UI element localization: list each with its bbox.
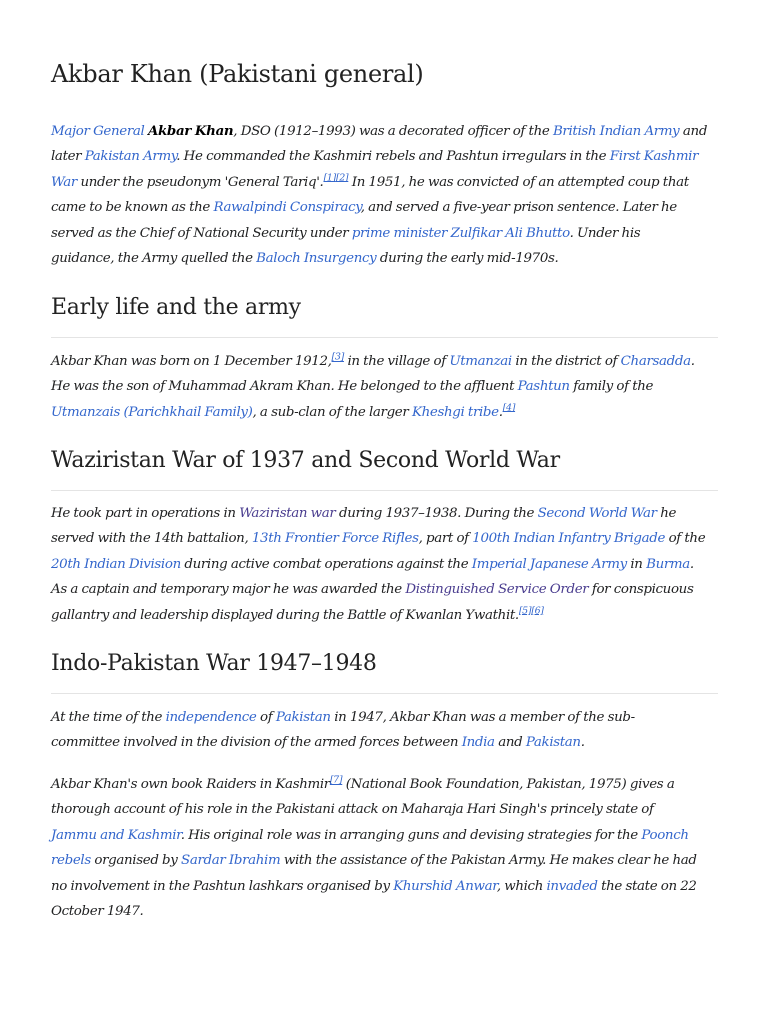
section-heading-early-life: Early life and the army (51, 295, 301, 320)
waz-line-5 (51, 603, 718, 628)
text: of the (665, 531, 706, 547)
waz-line-1 (51, 501, 718, 526)
early-life-paragraph (51, 349, 718, 425)
ip2-line-2 (51, 797, 718, 822)
text: with the assistance of the Pakistan Army. He makes clear he had (280, 853, 697, 869)
link-utmanzai[interactable]: Utmanzai (449, 354, 512, 369)
text: As a captain and temporary major he was awarded the (51, 582, 406, 598)
section-divider (51, 693, 718, 694)
text: for conspicuous (588, 582, 694, 598)
indo-pak-paragraph-2 (51, 772, 718, 924)
section-heading-waziristan: Waziristan War of 1937 and Second World War (51, 448, 560, 473)
waz-line-4 (51, 577, 718, 602)
text: thorough account of his role in the Pakistani attack on Maharaja Hari Singh's princely state of (51, 802, 654, 818)
text: Akbar Khan was born on 1 December 1912, (51, 354, 332, 369)
text: . He commanded the Kashmiri rebels and Pashtun irregulars in the (176, 149, 610, 165)
intro-line-6 (51, 246, 718, 271)
text: . (580, 735, 585, 751)
section-heading-indo-pakistan-war: Indo-Pakistan War 1947–1948 (51, 651, 377, 676)
link-first-kashmir-war[interactable]: First Kashmir (609, 149, 699, 165)
waz-line-2 (51, 526, 718, 551)
link-distinguished-service-order[interactable]: Distinguished Service Order (405, 582, 589, 598)
reference-link[interactable]: [1] (323, 172, 336, 184)
text: served with the 14th battalion, (51, 531, 252, 547)
text: Akbar Khan's own book Raiders in Kashmir (51, 777, 330, 792)
text: and (679, 124, 708, 139)
text: no involvement in the Pashtun lashkars organised by (51, 878, 394, 894)
text: and (494, 735, 526, 751)
text: he (656, 506, 677, 521)
ip2-line-4 (51, 848, 718, 873)
section-divider (51, 337, 718, 338)
ip2-line-3 (51, 823, 718, 848)
link-utmanzais[interactable]: Utmanzais (Parichkhail Family) (51, 404, 253, 420)
text: gallantry and leadership displayed during the Battle of Kwanlan Ywathit. (51, 607, 519, 623)
text: in 1947, Akbar Khan was a member of the sub- (330, 710, 635, 725)
reference-link[interactable]: [2] (335, 172, 349, 184)
text: came to be known as the (51, 200, 214, 216)
early-line-3 (51, 400, 718, 425)
link-charsadda[interactable]: Charsadda (620, 354, 691, 369)
reference-link[interactable]: [3] (331, 351, 344, 363)
text: He was the son of Muhammad Akram Khan. He belonged to the affluent (51, 379, 518, 395)
text: , DSO (1912–1993) was a decorated officer of the (233, 124, 553, 139)
ip1-line-1 (51, 705, 718, 730)
text: served as the Chief of National Security under (51, 225, 352, 241)
link-india[interactable]: India (461, 735, 495, 751)
link-independence[interactable]: independence (165, 710, 257, 725)
ip2-line-5 (51, 874, 718, 899)
link-invaded[interactable]: invaded (546, 878, 598, 894)
text: , a sub-clan of the larger (252, 404, 412, 420)
link-british-indian-army[interactable]: British Indian Army (552, 124, 680, 139)
section-divider (51, 490, 718, 491)
text: , part of (418, 531, 473, 547)
indo-pak-paragraph-1 (51, 705, 718, 756)
early-line-1 (51, 349, 718, 374)
ip2-line-6 (51, 899, 718, 924)
intro-line-3 (51, 170, 718, 195)
text: family of the (569, 379, 654, 395)
text: of (256, 710, 276, 725)
text: committee involved in the division of the armed forces between (51, 735, 462, 751)
text: later (51, 149, 85, 165)
intro-line-4 (51, 195, 718, 220)
text: during 1937–1938. During the (335, 506, 538, 521)
link-baloch-insurgency[interactable]: Baloch Insurgency (256, 251, 377, 267)
text: , and served a five-year prison sentence. Later he (360, 200, 677, 216)
text: At the time of the (51, 710, 166, 725)
link-13th-frontier-force-rifles[interactable]: 13th Frontier Force Rifles (251, 531, 419, 547)
link-first-kashmir-war[interactable]: War (51, 174, 77, 190)
reference-link[interactable]: [5] (518, 605, 532, 617)
text: In 1951, he was convicted of an attempted coup that (348, 174, 689, 190)
text: . His original role was in arranging guns and devising strategies for the (180, 827, 642, 843)
intro-line-1 (51, 119, 718, 144)
text: . Under his (569, 225, 641, 241)
link-pakistan[interactable]: Pakistan (275, 710, 331, 725)
text: under the pseudonym 'General Tariq'. (76, 174, 324, 190)
text: . (498, 404, 503, 420)
text: during active combat operations against the (180, 556, 472, 572)
link-20th-indian-division[interactable]: 20th Indian Division (51, 556, 181, 572)
link-zulfikar-ali-bhutto[interactable]: Zulfikar Ali Bhutto (450, 225, 570, 241)
link-pakistan-army[interactable]: Pakistan Army (84, 149, 177, 165)
text: (National Book Foundation, Pakistan, 1975) gives a (342, 777, 675, 792)
page-title: Akbar Khan (Pakistani general) (51, 60, 424, 88)
link-poonch-rebels[interactable]: rebels (51, 853, 91, 869)
reference-link[interactable]: [4] (502, 402, 516, 414)
subject-name: Akbar Khan (147, 123, 234, 139)
text: in (626, 556, 647, 572)
intro-line-5 (51, 221, 718, 246)
link-rawalpindi-conspiracy[interactable]: Rawalpindi Conspiracy (213, 200, 361, 216)
waziristan-paragraph (51, 501, 718, 628)
intro-paragraph (51, 119, 718, 271)
early-line-2 (51, 374, 718, 399)
text: in the district of (511, 354, 621, 369)
reference-link[interactable]: [7] (329, 774, 343, 786)
text: He took part in operations in (51, 506, 240, 521)
intro-line-2 (51, 144, 718, 169)
link-pakistan[interactable]: Pakistan (525, 735, 581, 751)
text: , which (496, 878, 547, 894)
link-major-general[interactable]: Major General (51, 124, 145, 139)
text: guidance, the Army quelled the (51, 251, 257, 267)
text: organised by (90, 853, 181, 869)
link-kheshgi-tribe[interactable]: Kheshgi tribe (411, 404, 499, 420)
text: . (689, 556, 694, 572)
waz-line-3 (51, 552, 718, 577)
link-khurshid-anwar[interactable]: Khurshid Anwar (393, 878, 497, 894)
link-poonch-rebels[interactable]: Poonch (641, 827, 689, 843)
text: in the village of (343, 354, 450, 369)
link-pashtun[interactable]: Pashtun (517, 379, 570, 395)
text: during the early mid-1970s. (376, 251, 559, 267)
link-jammu-and-kashmir[interactable]: Jammu and Kashmir (51, 827, 181, 843)
link-waziristan-war[interactable]: Waziristan war (239, 506, 336, 521)
text: . (690, 354, 695, 369)
ip2-line-1 (51, 772, 718, 797)
ip1-line-2 (51, 730, 718, 755)
link-imperial-japanese-army[interactable]: Imperial Japanese Army (471, 556, 627, 572)
text: the state on 22 (597, 878, 697, 894)
link-burma[interactable]: Burma (646, 556, 690, 572)
text: October 1947. (51, 904, 144, 920)
link-100th-indian-infantry-brigade[interactable]: 100th Indian Infantry Brigade (472, 531, 666, 547)
link-prime-minister[interactable]: prime minister (351, 225, 448, 241)
reference-link[interactable]: [6] (531, 605, 544, 617)
link-second-world-war[interactable]: Second World War (537, 506, 657, 521)
link-sardar-ibrahim[interactable]: Sardar Ibrahim (181, 853, 281, 869)
